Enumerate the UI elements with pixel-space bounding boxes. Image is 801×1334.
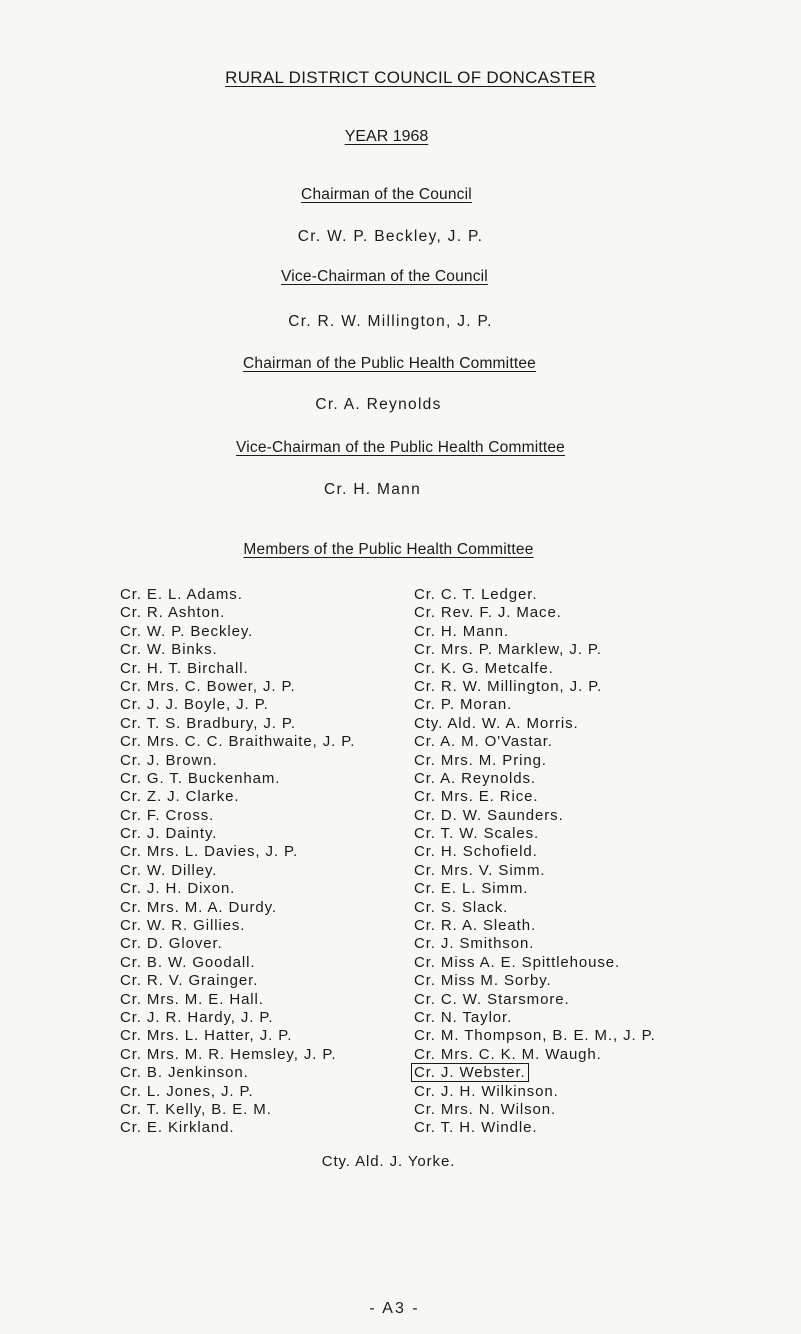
member-name: Cr. Mrs. M. E. Hall. bbox=[120, 990, 264, 1008]
member-entry bbox=[414, 899, 656, 917]
member-entry bbox=[120, 899, 355, 917]
member-name: Cr. Mrs. N. Wilson. bbox=[414, 1100, 557, 1118]
member-entry bbox=[120, 880, 355, 898]
member-name: Cr. B. W. Goodall. bbox=[120, 953, 256, 971]
member-name: Cr. J. Webster. bbox=[411, 1063, 529, 1082]
health-chairman-name: Cr. A. Reynolds bbox=[315, 396, 442, 413]
member-entry bbox=[414, 641, 656, 659]
member-entry bbox=[414, 586, 656, 604]
member-name: Cr. Rev. F. J. Mace. bbox=[414, 604, 562, 622]
member-name: Cr. B. Jenkinson. bbox=[120, 1064, 249, 1082]
member-name: Cr. J. Brown. bbox=[120, 751, 218, 769]
document-title: RURAL DISTRICT COUNCIL OF DONCASTER bbox=[225, 68, 596, 87]
member-entry bbox=[414, 770, 656, 788]
member-name: Cr. R. Ashton. bbox=[120, 604, 226, 622]
member-entry bbox=[120, 991, 355, 1009]
member-name: Cr. H. T. Birchall. bbox=[120, 659, 249, 677]
member-name: Cr. T. H. Windle. bbox=[414, 1119, 538, 1137]
member-entry bbox=[120, 1027, 355, 1045]
member-entry bbox=[120, 733, 355, 751]
member-entry bbox=[120, 660, 355, 678]
member-name: Cr. Mrs. M. R. Hemsley, J. P. bbox=[120, 1045, 337, 1063]
member-name: Cr. Mrs. L. Hatter, J. P. bbox=[120, 1027, 293, 1045]
member-name: Cr. J. H. Dixon. bbox=[120, 880, 236, 898]
member-name: Cr. C. T. Ledger. bbox=[414, 586, 538, 603]
member-entry bbox=[414, 623, 656, 641]
member-entry bbox=[120, 1009, 355, 1027]
member-name: Cr. Mrs. M. A. Durdy. bbox=[120, 898, 277, 916]
member-entry bbox=[414, 1119, 656, 1137]
member-name: Cr. T. W. Scales. bbox=[414, 825, 540, 843]
member-name: Cr. J. R. Hardy, J. P. bbox=[120, 1008, 274, 1026]
members-list-right bbox=[414, 586, 656, 1138]
member-name: Cr. J. Dainty. bbox=[120, 825, 218, 843]
member-name: Cr. Mrs. C. Bower, J. P. bbox=[120, 677, 296, 695]
member-entry bbox=[414, 972, 656, 990]
member-name: Cty. Ald. W. A. Morris. bbox=[414, 714, 579, 732]
vice-chairman-name: Cr. R. W. Millington, J. P. bbox=[288, 313, 493, 330]
member-name: Cr. S. Slack. bbox=[414, 898, 509, 916]
member-entry bbox=[414, 788, 656, 806]
member-name: Cr. E. Kirkland. bbox=[120, 1119, 235, 1137]
member-name: Cr. A. Reynolds. bbox=[414, 769, 536, 787]
member-name: Cr. Mrs. P. Marklew, J. P. bbox=[414, 641, 602, 659]
member-entry bbox=[414, 1009, 656, 1027]
member-name: Cr. Miss A. E. Spittlehouse. bbox=[414, 953, 621, 971]
page-number: - A3 - bbox=[369, 1300, 420, 1317]
member-entry bbox=[414, 715, 656, 733]
member-name: Cr. D. W. Saunders. bbox=[414, 806, 564, 824]
member-name: Cr. Mrs. E. Rice. bbox=[414, 788, 539, 806]
member-entry bbox=[120, 715, 355, 733]
member-entry bbox=[120, 1083, 355, 1101]
member-name: Cr. Mrs. L. Davies, J. P. bbox=[120, 843, 299, 861]
member-name: Cr. A. M. O'Vastar. bbox=[414, 733, 553, 751]
member-entry bbox=[414, 752, 656, 770]
member-entry bbox=[120, 862, 355, 880]
member-entry bbox=[120, 604, 355, 622]
member-entry bbox=[120, 843, 355, 861]
member-entry bbox=[414, 678, 656, 696]
member-name: Cr. W. Dilley. bbox=[120, 861, 218, 879]
member-name: Cr. Z. J. Clarke. bbox=[120, 788, 240, 806]
health-vice-chairman-name: Cr. H. Mann bbox=[324, 481, 421, 498]
member-name: Cr. E. L. Simm. bbox=[414, 880, 529, 898]
member-name: Cr. Mrs. C. K. M. Waugh. bbox=[414, 1045, 602, 1063]
member-name: Cr. W. R. Gillies. bbox=[120, 917, 246, 935]
member-name: Cr. T. S. Bradbury, J. P. bbox=[120, 714, 296, 732]
member-name: Cr. Miss M. Sorby. bbox=[414, 972, 552, 990]
member-name: Cr. K. G. Metcalfe. bbox=[414, 659, 554, 677]
member-entry bbox=[414, 1046, 656, 1064]
member-name: Cr. Mrs. M. Pring. bbox=[414, 751, 547, 769]
member-entry bbox=[414, 1101, 656, 1119]
member-name: Cr. J. J. Boyle, J. P. bbox=[120, 696, 269, 714]
member-name: Cr. Mrs. V. Simm. bbox=[414, 861, 546, 879]
member-name: Cr. R. W. Millington, J. P. bbox=[414, 677, 603, 695]
member-entry bbox=[120, 917, 355, 935]
member-entry bbox=[120, 623, 355, 641]
member-entry bbox=[414, 1027, 656, 1045]
member-name: Cr. Mrs. C. C. Braithwaite, J. P. bbox=[120, 733, 356, 751]
year-heading: YEAR 1968 bbox=[344, 128, 429, 145]
member-name: Cr. J. H. Wilkinson. bbox=[414, 1082, 559, 1100]
member-name: Cr. H. Schofield. bbox=[414, 843, 538, 861]
member-entry bbox=[120, 935, 355, 953]
member-entry bbox=[120, 586, 355, 604]
member-entry bbox=[414, 880, 656, 898]
member-entry bbox=[414, 696, 656, 714]
member-name: Cr. N. Taylor. bbox=[414, 1008, 513, 1026]
member-name: Cr. F. Cross. bbox=[120, 806, 215, 824]
member-name: Cr. C. W. Starsmore. bbox=[414, 990, 570, 1008]
member-name: Cr. E. L. Adams. bbox=[120, 586, 243, 603]
member-entry bbox=[120, 1064, 355, 1082]
member-name: Cr. W. Binks. bbox=[120, 641, 218, 659]
member-name: Cr. J. Smithson. bbox=[414, 935, 535, 953]
member-entry bbox=[414, 807, 656, 825]
chairman-heading: Chairman of the Council bbox=[301, 186, 472, 203]
member-name: Cr. H. Mann. bbox=[414, 622, 509, 640]
member-name: Cr. M. Thompson, B. E. M., J. P. bbox=[414, 1027, 656, 1045]
vice-chairman-heading: Vice-Chairman of the Council bbox=[281, 268, 488, 285]
member-entry bbox=[414, 862, 656, 880]
member-entry bbox=[414, 917, 656, 935]
member-name: Cr. L. Jones, J. P. bbox=[120, 1082, 254, 1100]
member-name: Cr. G. T. Buckenham. bbox=[120, 769, 281, 787]
member-entry bbox=[120, 825, 355, 843]
member-entry bbox=[120, 788, 355, 806]
members-last-entry: Cty. Ald. J. Yorke. bbox=[321, 1153, 456, 1170]
member-entry bbox=[414, 935, 656, 953]
member-name: Cr. R. A. Sleath. bbox=[414, 917, 537, 935]
member-entry bbox=[414, 1083, 656, 1101]
member-entry bbox=[414, 825, 656, 843]
member-entry bbox=[414, 1064, 656, 1082]
member-entry bbox=[414, 843, 656, 861]
health-chairman-heading: Chairman of the Public Health Committee bbox=[243, 355, 536, 372]
members-heading: Members of the Public Health Committee bbox=[243, 541, 534, 558]
member-name: Cr. R. V. Grainger. bbox=[120, 972, 259, 990]
member-entry bbox=[120, 752, 355, 770]
health-vice-chairman-heading: Vice-Chairman of the Public Health Committee bbox=[236, 439, 565, 456]
member-entry bbox=[120, 770, 355, 788]
member-entry bbox=[120, 1101, 355, 1119]
chairman-name: Cr. W. P. Beckley, J. P. bbox=[297, 228, 484, 245]
member-entry bbox=[120, 1046, 355, 1064]
member-entry bbox=[120, 954, 355, 972]
member-entry bbox=[414, 954, 656, 972]
member-name: Cr. P. Moran. bbox=[414, 696, 513, 714]
members-list-left bbox=[120, 586, 355, 1138]
member-entry bbox=[120, 972, 355, 990]
member-entry bbox=[120, 696, 355, 714]
member-name: Cr. T. Kelly, B. E. M. bbox=[120, 1100, 272, 1118]
member-entry bbox=[414, 991, 656, 1009]
member-name: Cr. W. P. Beckley. bbox=[120, 622, 254, 640]
member-entry bbox=[120, 807, 355, 825]
member-entry bbox=[120, 678, 355, 696]
member-entry bbox=[414, 733, 656, 751]
member-name: Cr. D. Glover. bbox=[120, 935, 223, 953]
member-entry bbox=[414, 604, 656, 622]
member-entry bbox=[120, 1119, 355, 1137]
member-entry bbox=[120, 641, 355, 659]
member-entry bbox=[414, 660, 656, 678]
